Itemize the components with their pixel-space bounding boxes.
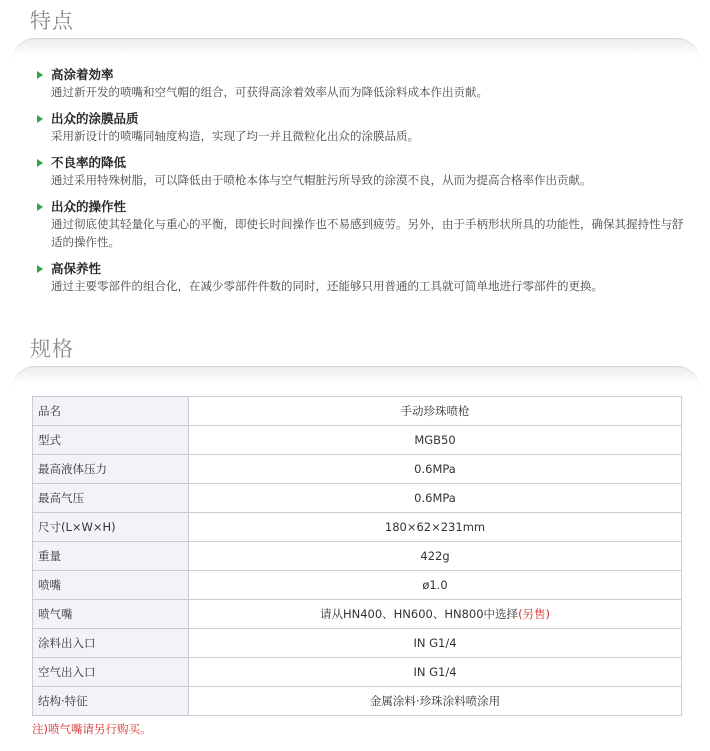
feature-title: 出众的涂膜品质 bbox=[51, 111, 139, 126]
features-divider bbox=[12, 38, 700, 61]
table-row bbox=[33, 513, 682, 542]
table-row bbox=[33, 542, 682, 571]
spec-value: MGB50 bbox=[189, 426, 682, 455]
spec-value-text: 请从HN400、HN600、HN800中选择 bbox=[319, 607, 519, 621]
table-row bbox=[33, 600, 682, 629]
table-row bbox=[33, 397, 682, 426]
spec-value: 手动珍珠喷枪 bbox=[189, 397, 682, 426]
feature-item bbox=[36, 111, 686, 145]
spec-label: 最高气压 bbox=[33, 484, 189, 513]
feature-item bbox=[36, 199, 686, 251]
spec-heading: 规格 bbox=[30, 337, 74, 361]
spec-label: 重量 bbox=[33, 542, 189, 571]
spec-label: 喷气嘴 bbox=[33, 600, 189, 629]
feature-desc: 通过彻底使其轻量化与重心的平衡，即使长时间操作也不易感到疲劳。另外，由于手柄形状所具的功能性，确保其握持性与舒适的操作性。 bbox=[51, 217, 684, 249]
spec-value: IN G1/4 bbox=[189, 658, 682, 687]
feature-desc: 通过采用特殊树脂，可以降低由于喷枪本体与空气帽脏污所导致的涂漠不良，从而为提高合格率作出贡献。 bbox=[51, 173, 592, 187]
feature-title: 出众的操作性 bbox=[51, 199, 127, 214]
spec-label: 空气出入口 bbox=[33, 658, 189, 687]
spec-label: 结构·特征 bbox=[33, 687, 189, 716]
table-row bbox=[33, 571, 682, 600]
feature-item bbox=[36, 261, 686, 295]
table-row bbox=[33, 455, 682, 484]
table-row bbox=[33, 687, 682, 716]
spec-value: ø1.0 bbox=[189, 571, 682, 600]
bullet-arrow-icon bbox=[37, 203, 43, 211]
spec-table bbox=[32, 396, 682, 716]
table-row bbox=[33, 658, 682, 687]
spec-label: 喷嘴 bbox=[33, 571, 189, 600]
table-row bbox=[33, 426, 682, 455]
feature-item bbox=[36, 67, 686, 101]
feature-desc: 通过新开发的喷嘴和空气帽的组合，可获得高涂着效率从而为降低涂料成本作出贡献。 bbox=[51, 85, 488, 99]
spec-value: 金属涂料·珍珠涂料喷涂用 bbox=[189, 687, 682, 716]
spec-value: 422g bbox=[189, 542, 682, 571]
feature-title: 不良率的降低 bbox=[51, 155, 127, 170]
footnote: 注)喷气嘴请另行购买。 bbox=[32, 722, 152, 736]
spec-divider bbox=[12, 366, 700, 389]
spec-label: 品名 bbox=[33, 397, 189, 426]
feature-desc: 采用新设计的喷嘴同轴度构造，实现了均一并且微粒化出众的涂膜品质。 bbox=[51, 129, 419, 143]
bullet-arrow-icon bbox=[37, 71, 43, 79]
spec-value bbox=[189, 600, 682, 629]
spec-label: 涂料出入口 bbox=[33, 629, 189, 658]
bullet-arrow-icon bbox=[37, 115, 43, 123]
table-row bbox=[33, 484, 682, 513]
spec-label: 尺寸(L×W×H) bbox=[33, 513, 189, 542]
table-row bbox=[33, 629, 682, 658]
spec-value: 180×62×231mm bbox=[189, 513, 682, 542]
sold-separately-note: (另售) bbox=[518, 607, 551, 621]
feature-title: 高保养性 bbox=[51, 261, 102, 276]
spec-label: 型式 bbox=[33, 426, 189, 455]
feature-desc: 通过主要零部件的组合化，在减少零部件件数的同时，还能够只用普通的工具就可简单地进行零部件的更换。 bbox=[51, 279, 603, 293]
bullet-arrow-icon bbox=[37, 265, 43, 273]
spec-value: 0.6MPa bbox=[189, 484, 682, 513]
bullet-arrow-icon bbox=[37, 159, 43, 167]
feature-item bbox=[36, 155, 686, 189]
spec-value: IN G1/4 bbox=[189, 629, 682, 658]
spec-value: 0.6MPa bbox=[189, 455, 682, 484]
feature-title: 高涂着効率 bbox=[51, 67, 114, 82]
features-heading: 特点 bbox=[30, 9, 74, 33]
features-list bbox=[36, 67, 686, 305]
spec-label: 最高液体压力 bbox=[33, 455, 189, 484]
